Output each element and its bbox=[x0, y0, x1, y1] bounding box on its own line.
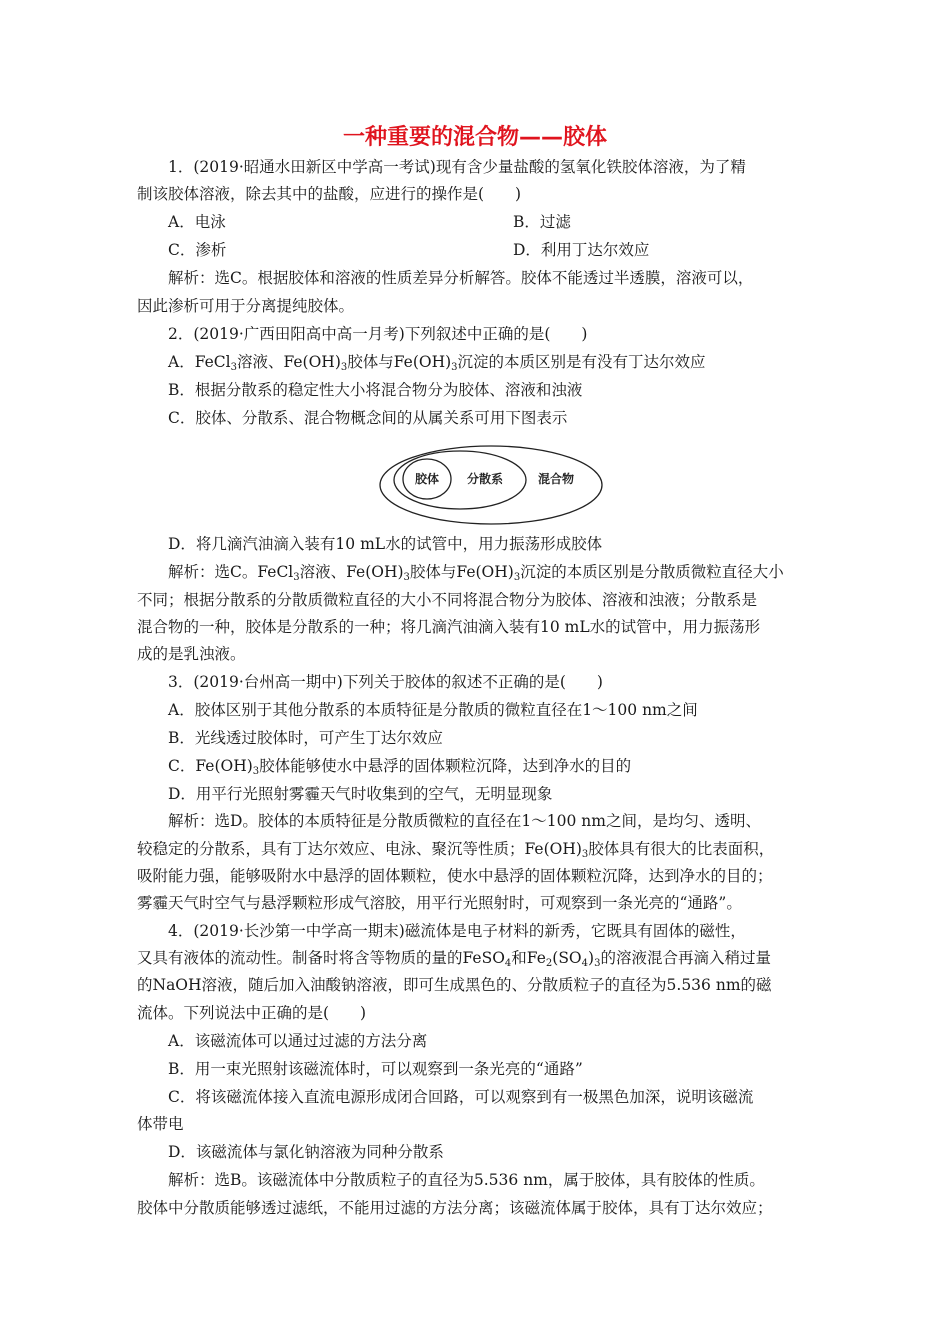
q1-option-a: A．电泳 bbox=[168, 213, 226, 231]
q3-option-d: D．用平行光照射雾霾天气时收集到的空气，无明显现象 bbox=[168, 785, 553, 803]
q2-option-a: A．FeCl$_3$溶液、$Fe(OH)_3$胶体与$Fe(OH)_3$沉淀的本质区别是有没有丁达尔效应 bbox=[168, 353, 706, 373]
label-colloid: 胶体 bbox=[414, 472, 440, 486]
q2-option-c: C．胶体、分散系、混合物概念间的从属关系可用下图表示 bbox=[168, 409, 568, 427]
q3-stem: 3．(2019·台州高一期中)下列关于胶体的叙述不正确的是( ) bbox=[168, 673, 603, 691]
q2-option-b: B．根据分散系的稳定性大小将混合物分为胶体、溶液和浊液 bbox=[168, 381, 583, 399]
q4-stem-line3: 的NaOH溶液，随后加入油酸钠溶液，即可生成黑色的、分散质粒子的直径为5.536 nm的磁 bbox=[137, 976, 772, 994]
q2-answer-line1: 解析：选C。FeCl$_3$溶液、$Fe(OH)_3$胶体与$Fe(OH)_3$沉淀的本质区别是分散质微粒直径大小 bbox=[168, 563, 784, 583]
q4-stem-line2: 又具有液体的流动性。制备时将含等物质的量的FeSO$_4$和$Fe_2(SO_4)_3$的溶液混合再滴入稍过量 bbox=[137, 949, 771, 969]
q4-stem-line4: 流体。下列说法中正确的是( ) bbox=[137, 1004, 367, 1022]
q1-stem-line1: 1．(2019·昭通水田新区中学高一考试)现有含少量盐酸的氢氧化铁胶体溶液，为了精 bbox=[168, 158, 746, 176]
q1-stem-line2: 制该胶体溶液，除去其中的盐酸，应进行的操作是( ) bbox=[137, 185, 522, 203]
q4-option-c-line2: 体带电 bbox=[137, 1115, 184, 1133]
q3-option-c: C．$Fe(OH)_3$胶体能够使水中悬浮的固体颗粒沉降，达到净水的目的 bbox=[168, 757, 632, 777]
q2-stem: 2．(2019·广西田阳高中高一月考)下列叙述中正确的是( ) bbox=[168, 325, 588, 343]
page-title: 一种重要的混合物——胶体 bbox=[342, 125, 607, 150]
label-dispersion-system: 分散系 bbox=[466, 472, 504, 486]
q2-answer-line4: 成的是乳浊液。 bbox=[137, 645, 246, 663]
q3-answer-line3: 吸附能力强，能够吸附水中悬浮的固体颗粒，使水中悬浮的固体颗粒沉降，达到净水的目的； bbox=[137, 867, 773, 885]
q1-option-c: C．渗析 bbox=[168, 241, 227, 259]
q4-option-c-line1: C．将该磁流体接入直流电源形成闭合回路，可以观察到有一极黑色加深，说明该磁流 bbox=[168, 1088, 754, 1106]
concept-nesting-diagram bbox=[378, 444, 604, 526]
q4-option-d: D．该磁流体与氯化钠溶液为同种分散系 bbox=[168, 1143, 444, 1161]
q1-option-d: D．利用丁达尔效应 bbox=[513, 241, 650, 259]
q1-answer-line2: 因此渗析可用于分离提纯胶体。 bbox=[137, 297, 355, 315]
label-mixture: 混合物 bbox=[537, 472, 575, 486]
q3-option-a: A．胶体区别于其他分散系的本质特征是分散质的微粒直径在1～100 nm之间 bbox=[168, 701, 698, 719]
q4-option-a: A．该磁流体可以通过过滤的方法分离 bbox=[168, 1032, 428, 1050]
q3-option-b: B．光线透过胶体时，可产生丁达尔效应 bbox=[168, 729, 443, 747]
q2-answer-line3: 混合物的一种，胶体是分散系的一种；将几滴汽油滴入装有10 mL水的试管中，用力振荡形 bbox=[137, 618, 761, 636]
q4-answer-line1: 解析：选B。该磁流体中分散质粒子的直径为5.536 nm，属于胶体，具有胶体的性质。 bbox=[168, 1171, 765, 1189]
q1-option-b: B．过滤 bbox=[513, 213, 571, 231]
q4-option-b: B．用一束光照射该磁流体时，可以观察到一条光亮的“通路” bbox=[168, 1060, 583, 1078]
q3-answer-line1: 解析：选D。胶体的本质特征是分散质微粒的直径在1～100 nm之间，是均匀、透明、 bbox=[168, 812, 761, 830]
q4-stem-line1: 4．(2019·长沙第一中学高一期末)磁流体是电子材料的新秀，它既具有固体的磁性， bbox=[168, 922, 746, 940]
q2-answer-line2: 不同；根据分散系的分散质微粒直径的大小不同将混合物分为胶体、溶液和浊液；分散系是 bbox=[137, 591, 758, 609]
middle-ellipse-dispersion bbox=[394, 451, 526, 509]
q4-answer-line2: 胶体中分散质能够透过滤纸，不能用过滤的方法分离；该磁流体属于胶体，具有丁达尔效应； bbox=[137, 1199, 773, 1217]
q3-answer-line2: 较稳定的分散系，具有丁达尔效应、电泳、聚沉等性质；$Fe(OH)_3$胶体具有很大的比表面积， bbox=[137, 840, 775, 860]
q1-answer-line1: 解析：选C。根据胶体和溶液的性质差异分析解答。胶体不能透过半透膜，溶液可以， bbox=[168, 269, 754, 287]
q3-answer-line4: 雾霾天气时空气与悬浮颗粒形成气溶胶，用平行光照射时，可观察到一条光亮的“通路”。 bbox=[137, 894, 742, 912]
q2-option-d: D．将几滴汽油滴入装有10 mL水的试管中，用力振荡形成胶体 bbox=[168, 535, 603, 553]
